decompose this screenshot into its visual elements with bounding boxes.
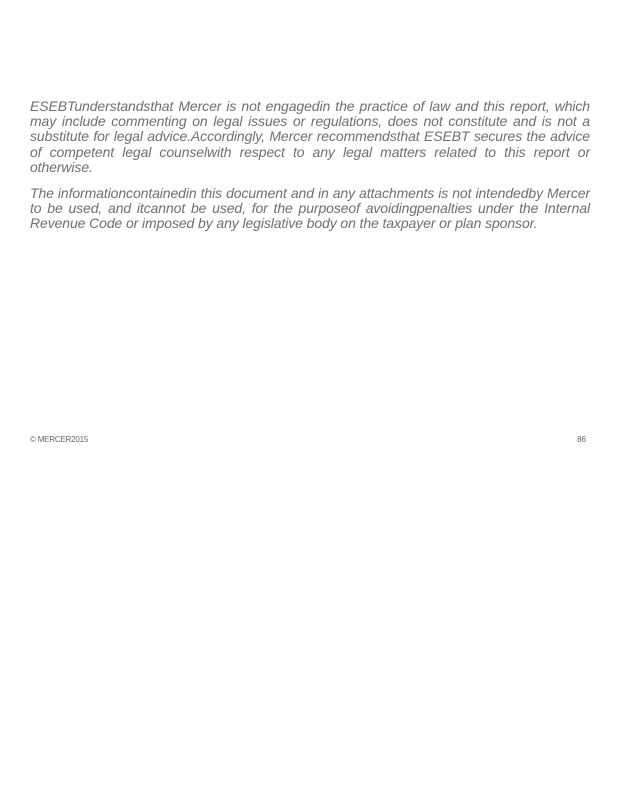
- tax-disclaimer-paragraph: The informationcontainedin this document and in any attachments is not intendedby Mercer to be used, and itcannot be used, for the purposeof avoidingpenalties under the Internal Revenue Code or imposed by any legislative body on the taxpayer or plan sponsor.: [30, 185, 590, 232]
- page-number: 86: [577, 435, 586, 444]
- legal-disclaimer-paragraph: ESEBTunderstandsthat Mercer is not engagedin the practice of law and this report, which may include commenting on legal issues or regulations, does not constitute and is not a substitute for legal advice.Accordingly, Mercer recommendsthat ESEBT secures the advice of competent legal counselwith respect to any legal matters related to this report or otherwise.: [30, 98, 590, 175]
- copyright-notice: © MERCER2015: [30, 435, 89, 444]
